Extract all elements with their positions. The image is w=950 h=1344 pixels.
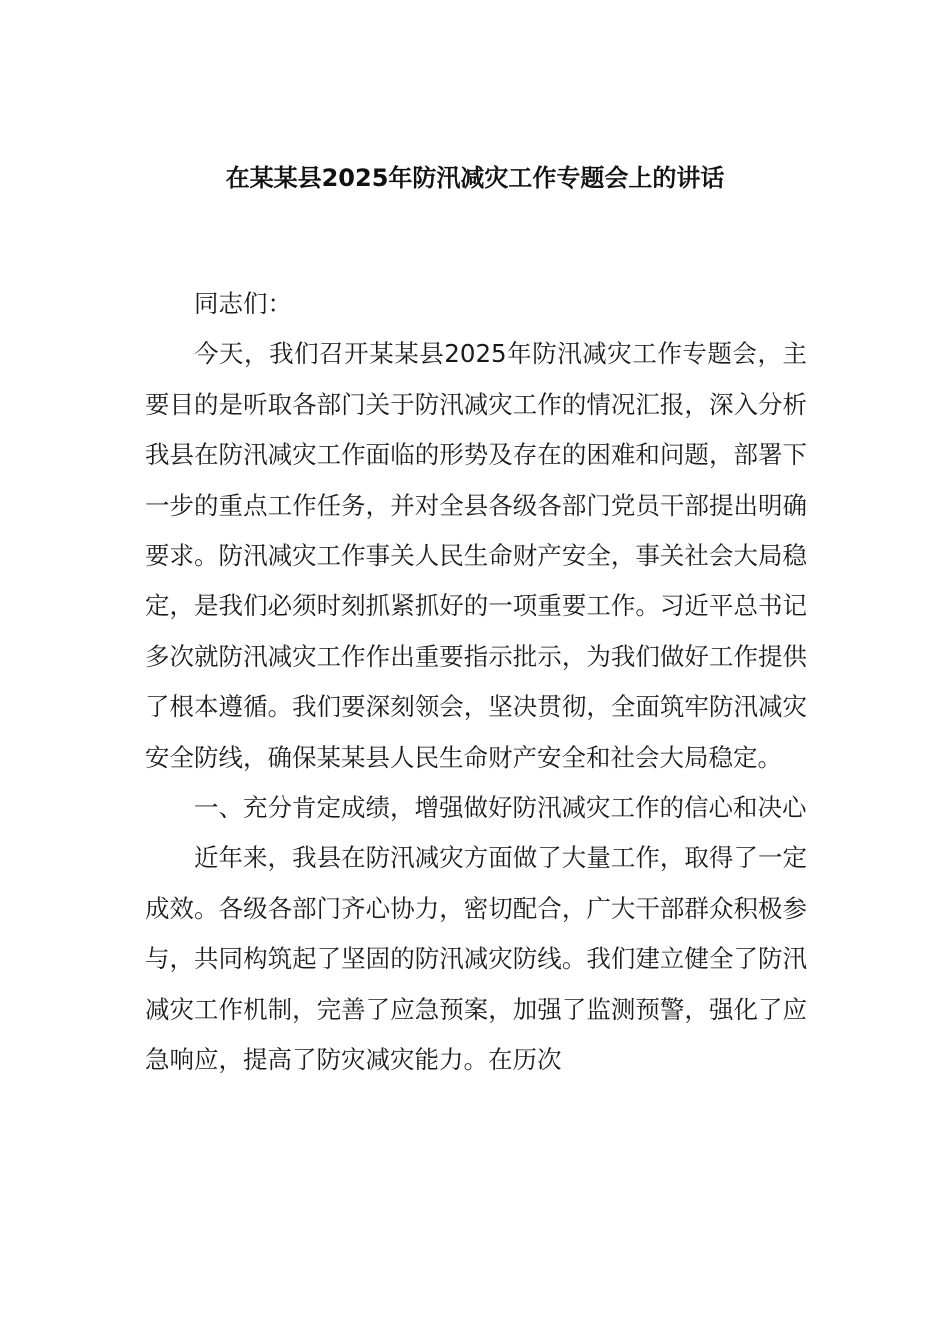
section-heading-1: 一、充分肯定成绩，增强做好防汛减灾工作的信心和决心 [194, 793, 807, 823]
document-title: 在某某县2025年防汛减灾工作专题会上的讲话 [225, 164, 725, 192]
document-body [145, 279, 807, 1086]
salutation: 同志们： [194, 289, 292, 318]
paragraph-achievements: 近年来，我县在防汛减灾方面做了大量工作，取得了一定成效。各级各部门齐心协力，密切配合，广大干部群众积极参与，共同构筑起了坚固的防汛减灾防线。我们建立健全了防汛减灾工作机制，完善了应急预案，加强了监测预警，强化了应急响应，提高了防灾减灾能力。在历次 [145, 843, 807, 1075]
paragraph-opening: 今天，我们召开某某县2025年防汛减灾工作专题会，主要目的是听取各部门关于防汛减灾工作的情况汇报，深入分析我县在防汛减灾工作面临的形势及存在的困难和问题，部署下一步的重点工作任务，并对全县各级各部门党员干部提出明确要求。防汛减灾工作事关人民生命财产安全，事关社会大局稳定，是我们必须时刻抓紧抓好的一项重要工作。习近平总书记多次就防汛减灾工作作出重要指示批示，为我们做好工作提供了根本遵循。我们要深刻领会，坚决贯彻，全面筑牢防汛减灾安全防线，确保某某县人民生命财产安全和社会大局稳定。 [145, 339, 807, 772]
